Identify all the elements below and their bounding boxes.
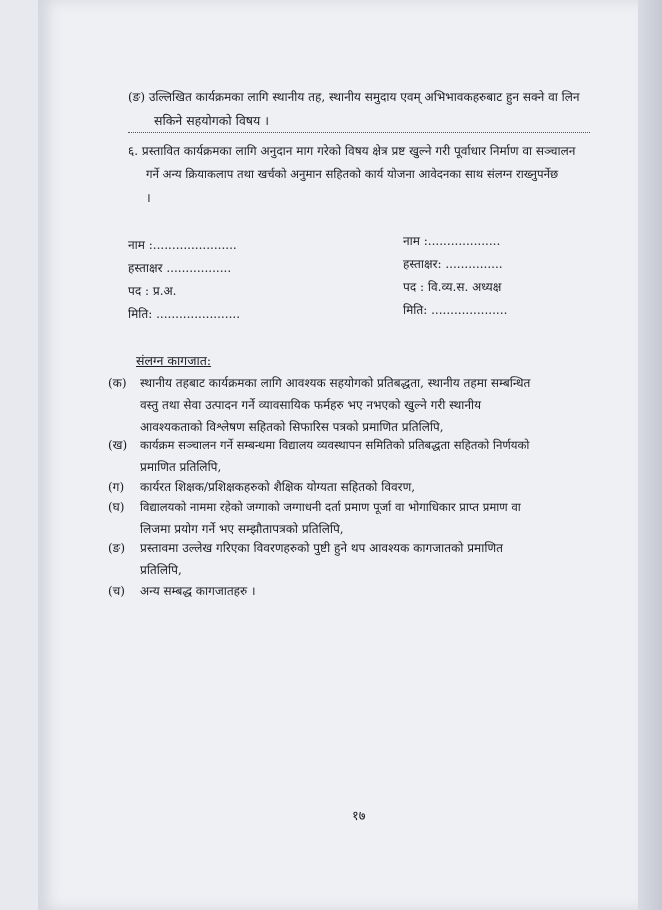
signature-block-left (128, 234, 240, 326)
section-6-line2: गर्ने अन्य क्रियाकलाप तथा खर्चको अनुमान सहितको कार्य योजना आवेदनका साथ संलग्न राख्नुपर्नेछ (146, 167, 559, 181)
section-nga-line1: (ङ) उल्लिखित कार्यक्रमका लागि स्थानीय तह, स्थानीय समुदाय एवम् अभिभावकहरुबाट हुन सक्ने वा लिन (128, 90, 580, 104)
right-signature-field: हस्ताक्षर: ............... (403, 257, 503, 271)
section-6-line3: । (146, 190, 151, 205)
attachment-item-ga (108, 476, 595, 498)
attachment-item-ka (108, 372, 595, 438)
attachment-item-nga (108, 537, 595, 581)
item-line: स्थानीय तहबाट कार्यक्रमका लागि आवश्यक सहयोगको प्रतिबद्धता, स्थानीय तहमा सम्बन्धित (140, 376, 531, 390)
item-line: अन्य सम्बद्ध कागजातहरु । (140, 584, 256, 598)
signature-block-right (403, 230, 507, 322)
left-signature-field: हस्ताक्षर ................. (128, 261, 232, 275)
item-line: कार्यक्रम सञ्चालन गर्ने सम्बन्धमा विद्यालय व्यवस्थापन समितिको प्रतिबद्धता सहितको निर्णयको (140, 438, 530, 452)
attachment-item-gha (108, 496, 595, 540)
attachment-item-cha (108, 580, 595, 602)
item-line: प्रस्तावमा उल्लेख गरिएका विवरणहरुको पुष्टी हुने थप आवश्यक कागजातको प्रमाणित (140, 541, 503, 555)
item-line: प्रमाणित प्रतिलिपि, (140, 460, 222, 474)
item-line: आवश्यकताको विश्लेषण सहितको सिफारिस पत्रको प्रमाणित प्रतिलिपि, (140, 420, 444, 434)
right-date-field: मिति: .................... (403, 303, 508, 317)
left-post-field: पद : प्र.अ. (128, 284, 177, 298)
item-line: वस्तु तथा सेवा उत्पादन गर्ने व्यावसायिक फर्महरु भए नभएको खुल्ने गरी स्थानीय (140, 398, 482, 412)
item-marker: (ङ) (108, 541, 126, 555)
section-nga (128, 86, 598, 132)
right-post-field: पद : वि.व्य.स. अध्यक्ष (403, 280, 502, 294)
section-6-line1: ६. प्रस्तावित कार्यक्रमका लागि अनुदान माग गरेको विषय क्षेत्र प्रष्ट खुल्ने गरी पूर्वाधार निर्माण वा सञ्चालन (128, 144, 576, 158)
left-date-field: मिति: ...................... (128, 307, 241, 321)
attachments-heading: संलग्न कागजात: (136, 353, 212, 368)
right-name-field: नाम :................... (403, 234, 501, 248)
item-line: विद्यालयको नाममा रहेको जग्गाको जग्गाधनी दर्ता प्रमाण पूर्जा वा भोगाधिकार प्राप्त प्रमाण वा (140, 500, 521, 514)
item-marker: (ग) (108, 480, 125, 494)
item-marker: (क) (108, 376, 127, 390)
item-line: कार्यरत शिक्षक/प्रशिक्षकहरुको शैक्षिक योग्यता सहितको विवरण, (140, 480, 416, 494)
attachment-item-kha (108, 434, 595, 478)
page-number: १७ (352, 809, 366, 824)
dotted-separator (128, 132, 590, 133)
section-6 (128, 140, 598, 209)
item-marker: (घ) (108, 500, 125, 514)
page-edge (638, 0, 662, 910)
item-marker: (च) (108, 584, 125, 598)
item-line: प्रतिलिपि, (140, 563, 182, 577)
item-marker: (ख) (108, 438, 128, 452)
section-nga-line2: सकिने सहयोगको विषय । (154, 113, 269, 128)
left-name-field: नाम :...................... (128, 238, 237, 252)
item-line: लिजमा प्रयोग गर्ने भए सम्झौतापत्रको प्रतिलिपि, (140, 522, 344, 536)
